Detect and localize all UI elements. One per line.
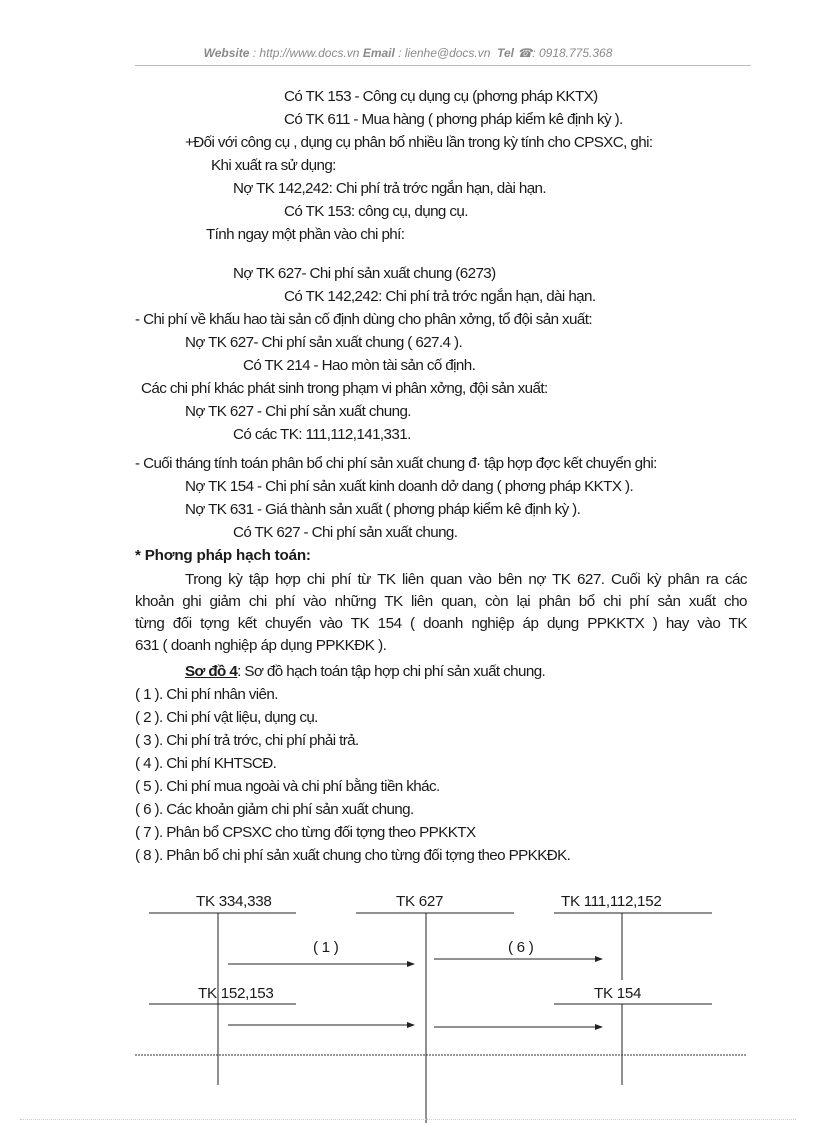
legend-item: ( 8 ). Phân bổ chi phí sản xuất chung cho từng đối tợng theo PPKKĐK. (135, 847, 571, 864)
paragraph-line: khoản ghi giảm chi phí vào những TK liên quan, còn lại phân bổ chi phí sản xuất cho (135, 593, 747, 610)
text-line: Có TK 153: công cụ, dụng cụ. (284, 203, 468, 220)
legend-item: ( 4 ). Chi phí KHTSCĐ. (135, 755, 277, 772)
text-line: Có TK 214 - Hao mòn tài sản cố định. (243, 357, 476, 374)
text-line: Tính ngay một phần vào chi phí: (206, 226, 405, 243)
text-line: Nợ TK 627 - Chi phí sản xuất chung. (185, 403, 411, 420)
legend-item: ( 1 ). Chi phí nhân viên. (135, 686, 278, 703)
paragraph-line: 631 ( doanh nghiệp áp dụng PPKKĐK ). (135, 637, 387, 654)
footer-divider (20, 1119, 796, 1120)
text-line: +Đối với công cụ , dụng cụ phân bổ nhiều lần trong kỳ tính cho CPSXC, ghi: (185, 134, 653, 151)
website-value: : http://www.docs.vn (252, 46, 360, 60)
phone-icon: ☎ (517, 46, 533, 60)
text-line: Có các TK: 111,112,141,331. (233, 426, 411, 443)
legend-item: ( 7 ). Phân bổ CPSXC cho từng đối tợng theo PPKKTX (135, 824, 476, 841)
paragraph-line: từng đối tợng kết chuyển vào TK 154 ( doanh nghiệp áp dụng PPKKTX ) hay vào TK (135, 615, 747, 632)
legend-item: ( 2 ). Chi phí vật liệu, dụng cụ. (135, 709, 318, 726)
account-label-152: TK 152,153 (198, 985, 274, 1002)
email-value: : lienhe@docs.vn (398, 46, 491, 60)
text-line: Nợ TK 627- Chi phí sản xuất chung (6273) (233, 265, 496, 282)
legend-item: ( 5 ). Chi phí mua ngoài và chi phí bằng tiền khác. (135, 778, 440, 795)
text-line: Nợ TK 154 - Chi phí sản xuất kinh doanh dở dang ( phơng pháp KKTX ). (185, 478, 634, 495)
text-line: Có TK 142,242: Chi phí trả trớc ngắn hạn, dài hạn. (284, 288, 596, 305)
text-line: Nợ TK 142,242: Chi phí trả trớc ngắn hạn, dài hạn. (233, 180, 547, 197)
text-line: Có TK 153 - Công cụ dụng cụ (phơng pháp KKTX) (284, 88, 598, 105)
account-label-111: TK 111,112,152 (561, 893, 662, 910)
email-label: Email (362, 46, 395, 60)
website-label: Website (203, 46, 250, 60)
account-label-627: TK 627 (396, 893, 444, 910)
text-line: Khi xuất ra sử dụng: (211, 157, 336, 174)
legend-item: ( 3 ). Chi phí trả trớc, chi phí phải trả. (135, 732, 359, 749)
diagram-caption-title: : Sơ đồ hạch toán tập hợp chi phí sản xuất chung. (237, 663, 546, 680)
flow-label-1: ( 1 ) (313, 939, 339, 956)
text-line: - Chi phí về khấu hao tài sản cố định dùng cho phân xởng, tổ đội sản xuất: (135, 311, 592, 328)
text-line: Nợ TK 627- Chi phí sản xuất chung ( 627.4 ). (185, 334, 463, 351)
section-heading: * Phơng pháp hạch toán: (135, 547, 311, 564)
account-label-154: TK 154 (594, 985, 642, 1002)
legend-item: ( 6 ). Các khoản giảm chi phí sản xuất chung. (135, 801, 414, 818)
paragraph-line: Trong kỳ tập hợp chi phí từ TK liên quan vào bên nợ TK 627. Cuối kỳ phân ra các (185, 571, 747, 588)
text-line: Nợ TK 631 - Giá thành sản xuất ( phơng pháp kiểm kê định kỳ ). (185, 501, 581, 518)
text-line: Có TK 627 - Chi phí sản xuất chung. (233, 524, 458, 541)
diagram-caption-label: Sơ đồ 4 (185, 663, 238, 680)
account-label-334: TK 334,338 (196, 893, 272, 910)
tel-value: : 0918.775.368 (532, 46, 613, 60)
flow-label-6: ( 6 ) (508, 939, 534, 956)
text-line: Có TK 611 - Mua hàng ( phơng pháp kiểm kê định kỳ ). (284, 111, 623, 128)
text-line: - Cuối tháng tính toán phân bổ chi phí sản xuất chung đ· tập hợp đợc kết chuyển ghi: (135, 455, 657, 472)
text-line: Các chi phí khác phát sinh trong phạm vi phân xởng, đội sản xuất: (141, 380, 548, 397)
tel-label: Tel (497, 46, 514, 60)
